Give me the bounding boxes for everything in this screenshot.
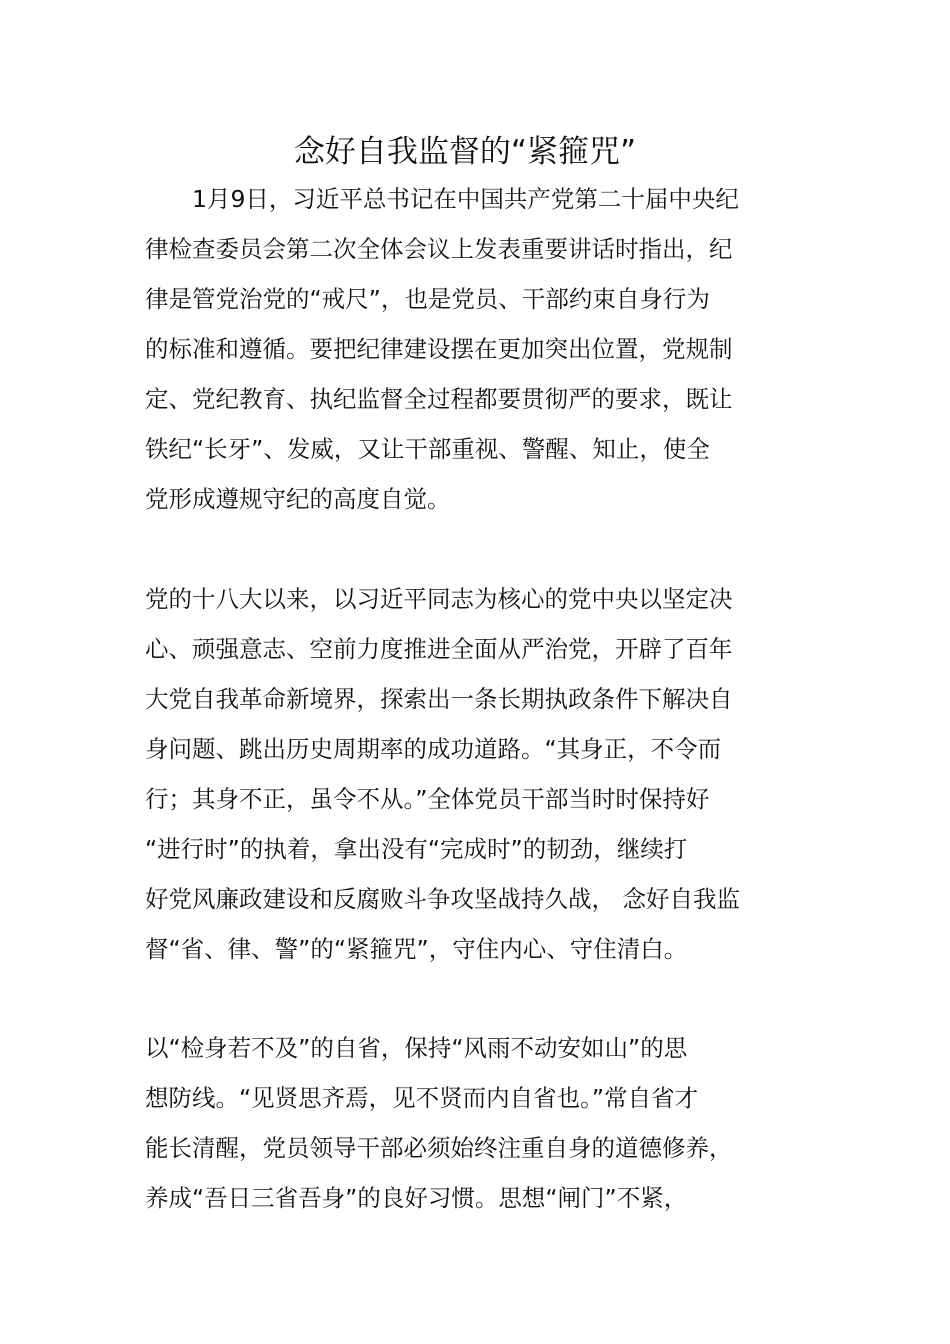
paragraph-line: 养成“吾日三省吾身”的良好习惯。思想“闸门”不紧， [145, 1184, 688, 1212]
paragraph-line: 律是管党治党的“戒尺”，也是党员、干部约束自身行为 [145, 285, 710, 313]
paragraph-line: 1月9日，习近平总书记在中国共产党第二十届中央纪 [145, 185, 739, 213]
paragraph-line: 心、顽强意志、空前力度推进全面从严治党，开辟了百年 [145, 635, 733, 663]
paragraph-line: 律检查委员会第二次全体会议上发表重要讲话时指出，纪 [145, 235, 733, 263]
paragraph-line: 大党自我革命新境界，探索出一条长期执政条件下解决自 [145, 685, 733, 713]
paragraph-line: 的标准和遵循。要把纪律建设摆在更加突出位置，党规制 [145, 335, 733, 363]
paragraph-line: 以“检身若不及”的自省，保持“风雨不动安如山”的思 [145, 1034, 688, 1062]
paragraph-line: 党的十八大以来，以习近平同志为核心的党中央以坚定决 [145, 585, 733, 613]
paragraph-line: 想防线。“见贤思齐焉，见不贤而内自省也。”常自省才 [145, 1084, 699, 1112]
paragraph-line: 能长清醒，党员领导干部必须始终注重自身的道德修养， [145, 1134, 733, 1162]
paragraph-line: 定、党纪教育、执纪监督全过程都要贯彻严的要求，既让 [145, 385, 733, 413]
document-title: 念好自我监督的“紧箍咒” [293, 134, 637, 170]
paragraph-line: 党形成遵规守纪的高度自觉。 [145, 485, 451, 513]
paragraph-line: 铁纪“长牙”、发威，又让干部重视、警醒、知止，使全 [145, 435, 710, 463]
paragraph-line: “进行时”的执着，拿出没有“完成时”的韧劲，继续打 [145, 835, 688, 863]
paragraph-3 [145, 1023, 815, 1223]
paragraph-line: 督“省、律、警”的“紧箍咒”，守住内心、守住清白。 [145, 935, 688, 963]
paragraph-line: 好党风廉政建设和反腐败斗争攻坚战持久战， 念好自我监 [145, 885, 740, 913]
paragraph-line: 身问题、跳出历史周期率的成功道路。“其身正，不令而 [145, 735, 722, 763]
paragraph-line: 行；其身不正，虽令不从。”全体党员干部当时时保持好 [145, 785, 710, 813]
paragraph-1 [145, 174, 815, 524]
paragraph-2 [145, 574, 815, 974]
